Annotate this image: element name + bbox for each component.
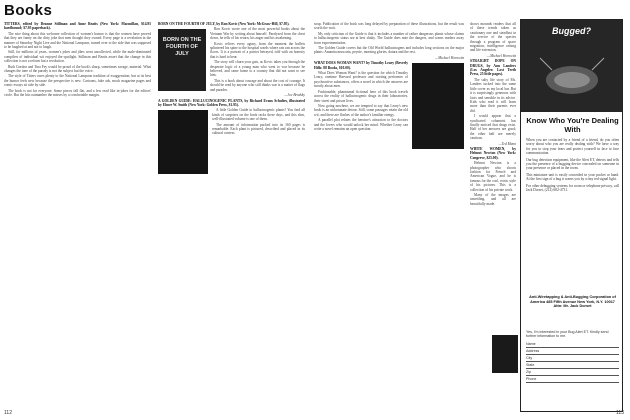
paragraph: The book is not for everyone. Some pieces fall flat, and a few read like in-jokes for the editors' circle. But the hits outnumber the misses by a comfortable margin. — [4, 88, 151, 98]
form-field-name[interactable]: Name — [526, 341, 619, 348]
paragraph: The amount of information packed into its 160 pages is remarkable. Each plant is pictured, described and placed in its cultural context. — [212, 122, 305, 136]
book-cover-white-women — [492, 335, 518, 373]
ad-headline: Know Who You're Dealing With — [526, 116, 619, 134]
form-prompt: Yes, I'm interested in your Bug Alert ET. Kindly send further information to me. — [526, 330, 609, 339]
paragraph: What Does Woman Want? is the question for which Timothy Leary, onetime Harvard professor and starting performer of psychoactive substances, offers a novel in which the answers are mostly about men. — [314, 71, 408, 89]
paragraph: I would appear that a syndicated columnist has finally noticed that drugs exist. Half of her answers are good; the other half are merely cautious. — [470, 114, 516, 141]
column-1 — [4, 22, 151, 407]
paragraph: Many of the images are unsettling, and all are beautifully made. — [470, 193, 516, 206]
paragraph: The salty life story of Ms. Landers tucked into the same little cover as my local bar. But it is surprisingly generous with facts and sensible in its advice. Kids who read it will learn more than their parents ever did. — [470, 77, 516, 113]
review-heading-woman: WHAT DOES WOMAN WANT? by Timothy Leary (Beverly Hills: 88 Books, $10.00). — [314, 61, 408, 70]
byline: —Joe Brodsky — [284, 93, 305, 98]
paragraph: Now going nowhere, we are tempted to say that Leary's new book is an unfortunate detour. Still, some passages retain the old wit, and there are flashes of the author's familiar energy. — [314, 103, 408, 117]
paragraph: My only criticism of the Guide is that it includes a number of rather dangerous plants whose claims to hallucinogenic status are at best shaky. The Guide does note the dangers, and warns readers away from experimentation. — [314, 31, 464, 45]
paragraph: The Golden Guide covers but the Old World hallucinogens and includes long sections on the major plants: Amanita muscaria, peyote, morning glories, datura and the rest. — [314, 46, 464, 55]
page-number-right: 113 — [616, 410, 624, 416]
book-cover-woman — [412, 63, 464, 149]
bug-illustration-icon — [522, 40, 622, 110]
paragraph: The style of Titters owes plenty to the National Lampoon tradition of exaggeration; but at its best the humor feels new because the perspective is new. Cartoons, fake ads, mock magazine pages and comic essays sit side by side. — [4, 74, 151, 88]
form-field-zip[interactable]: Zip — [526, 369, 619, 376]
byline: —Ted Mann — [498, 141, 516, 146]
ad-company-address: Anti-Wiretapping & Anti-Bugging Corporation of America 485 Fifth Avenue New York, N.Y. 10017 Attn: Mr. Jack Dorset — [529, 295, 616, 309]
review-heading-straight-dope: STRAIGHT DOPE ON DRUGS, by Ann Landers (Los Angeles: Lost Teeth Press, 25 little pages). — [470, 59, 516, 77]
section-title: Books — [4, 2, 53, 19]
form-field-city[interactable]: City — [526, 355, 619, 362]
paragraph: shows mounds readers that all of these trends taken as cautionary one and steadfast in the service of the species through a program of space migration, intelligence raising and life extension. — [470, 22, 516, 53]
book-cover-plants — [158, 110, 208, 174]
paragraph: The story will churn your guts, as Kovic takes you through the desperate logic of a young man who went to war because he believed, and came home to a country that did not want to see him. — [210, 60, 305, 78]
ad-order-form — [526, 330, 619, 383]
paragraph: soup. Publication of the book was long delayed by preparation of these illustrations, but the result was worth the wait. — [314, 22, 464, 31]
ad-paragraph: When you are contacted by a friend of a friend, do you often worry about who you are really dealing with? We have a way for you to stop your fears and protect yourself in face to face communication. — [526, 138, 619, 156]
review-heading-born: BORN ON THE FOURTH OF JULY, by Ron Kovic (New York: McGraw-Hill, $7.95). — [158, 22, 290, 26]
form-field-state[interactable]: State — [526, 362, 619, 369]
ad-title: Bugged? — [552, 26, 591, 36]
paragraph: A parallel plot relates the heroine's attraction to the doctors and the lovers who would unlock her mind. Whether Leary can write a novel remains an open question. — [314, 118, 408, 131]
book-cover-title: BORN ON THE FOURTH OF JULY — [162, 37, 202, 58]
review-heading-white-women: WHITE WOMEN, by Helmut Newton (New York: Congreve, $25.00). — [470, 146, 516, 160]
book-cover-born — [158, 29, 206, 91]
review-heading-titters: TITTERS, edited by Deanne Stillman and Anne Beatts (New York: Macmillan, $14.95 hardbound; $7.95 paperback). — [4, 22, 151, 31]
paragraph: This is a book about courage and about the cost of courage. It should be read by anyone who still thinks war is a matter of flags and parades. — [210, 78, 305, 92]
column-3 — [314, 22, 464, 407]
paragraph: Ruth Gordon and Tina Fey would be proud of the book's sharp, sometimes savage, material. What changes the tone of the parody is not the subject but the voice. — [4, 64, 151, 74]
ad-body — [526, 138, 619, 194]
paragraph: Fashionable, phantasmal fictional hero of this book travels across the reality of hallucinogenic drugs in their laboratories, their street and prison lives. — [314, 89, 408, 103]
column-4-text — [470, 22, 516, 207]
paragraph: Kovic relives every agony, from the moment the bullets splintered his spine to the hospital wards where rats ran across the floors. It is a portrait of a patriot betrayed, told with an honesty that is hard to bear. — [210, 41, 305, 59]
review-heading-golden-guide: A GOLDEN GUIDE: HALLUCINOGENIC PLANTS, by Richard Evans Schultes, illustrated by Elmer W. Smith (New York: Golden Press, $1.95). — [158, 98, 305, 107]
paragraph: Ron Kovic wrote one of the most powerful books about the Vietnam War by writing about himself. Paralyzed from the chest down, he tells of his return, his anger and his awakening. — [210, 27, 305, 41]
byline: —Michael Horowitz — [434, 55, 464, 60]
paragraph: Still, for millions of years, women's jokes and jibes went uncollected, while the male-dominated compilers of individual wit enjoyed the spotlight. Stillman and Beatts assert that the change in this collection is not a reform but a revolution. — [4, 50, 151, 64]
ad-paragraph: For other debugging systems for room or telephone privacy, call Jack Dorset, (212) 682-4731. — [526, 183, 619, 193]
ad-header-photo — [521, 20, 622, 112]
byline: —Michael Horowitz — [486, 53, 516, 58]
column-2 — [158, 22, 305, 407]
ad-paragraph: This miniature unit is easily concealed in your pocket or hand. At the first sign of a bug it warns you by a tiny red signal light. — [526, 172, 619, 182]
form-field-phone[interactable]: Phone — [526, 376, 619, 383]
advertisement-box — [520, 19, 623, 412]
paragraph: The nice thing about this welcome collection of women's humor is that the women have proved that they are funny on the dirty joke that men thought they owned. Every page is a revelation in the manner of Saturday Night Live and the National Lampoon, turned over to the side that was supposed to be laughed at and not to laugh. — [4, 31, 151, 50]
page-number-left: 112 — [4, 410, 12, 416]
paragraph: A little Golden Guide to hallucinogenic plants? You find all kinds of surprises on the book racks these days, and this slim, well-illustrated volume is one of them. — [212, 108, 305, 122]
ad-paragraph: Our bug detection equipment, like the Alert ET, detects and tells you the presence of a bugging device concealed on someone in your presence or placed in the room. — [526, 157, 619, 171]
paragraph: Helmut Newton is a photographer who shoots fashion for French and American Vogue, and he is famous for the cool, erotic style of his pictures. This is a collection of his private work. — [470, 161, 516, 192]
form-field-address[interactable]: Address — [526, 348, 619, 355]
